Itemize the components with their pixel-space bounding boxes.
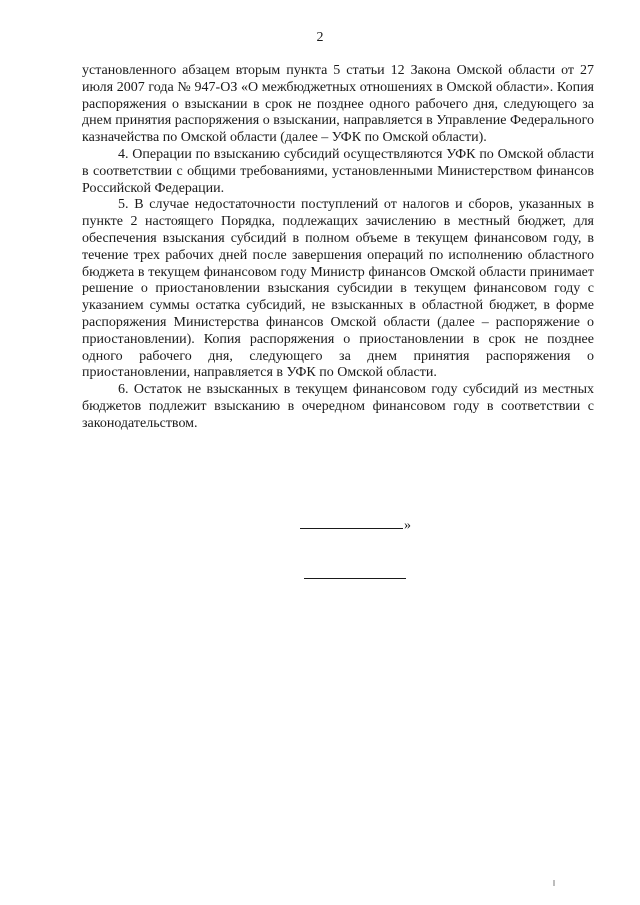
paragraph-item-5: 5. В случае недостаточности поступлений от налогов и сборов, указанных в пункте 2 настоящего Порядка, подлежащих зачислению в местный бюджет, для обеспечения взыскания субсидий в полном объеме в текущем финансовом году, в течение трех рабочих дней после завершения операций по исполнению областного бюджета в текущем финансовом году Министр финансов Омской области принимает решение о приостановлении взыскания субсидии в текущем финансовом году с указанием суммы остатка субсидий, не взысканных в областной бюджет, в форме распоряжения Министерства финансов Омской области (далее – распоряжение о приостановлении). Копия распоряжения о приостановлении в срок не позднее одного рабочего дня, следующего за днем принятия распоряжения о приостановлении, направляется в УФК по Омской области. <box>82 197 594 381</box>
paragraph-item-4: 4. Операции по взысканию субсидий осуществляются УФК по Омской области в соответствии с общими требованиями, установленными Министерством финансов Российской Федерации. <box>82 146 594 196</box>
paragraph-continuation: установленного абзацем вторым пункта 5 статьи 12 Закона Омской области от 27 июля 2007 года № 947-ОЗ «О межбюджетных отношениях в Омской области». Копия распоряжения о взыскании в срок не позднее одного рабочего дня, следующего за днем принятия распоряжения о взыскании, направляется в Управление Федерального казначейства по Омской области (далее – УФК по Омской области). <box>82 63 594 146</box>
end-of-document-rule <box>304 578 406 579</box>
document-body <box>82 63 594 433</box>
paragraph-item-6: 6. Остаток не взысканных в текущем финансовом году субсидий из местных бюджетов подлежит взысканию в очередном финансовом году в соответствии с законодательством. <box>82 382 594 431</box>
closing-quote: » <box>404 518 411 533</box>
page-number: 2 <box>316 30 324 45</box>
closing-underline <box>300 528 403 529</box>
scan-artifact <box>553 880 555 886</box>
closing-mark <box>300 518 411 534</box>
